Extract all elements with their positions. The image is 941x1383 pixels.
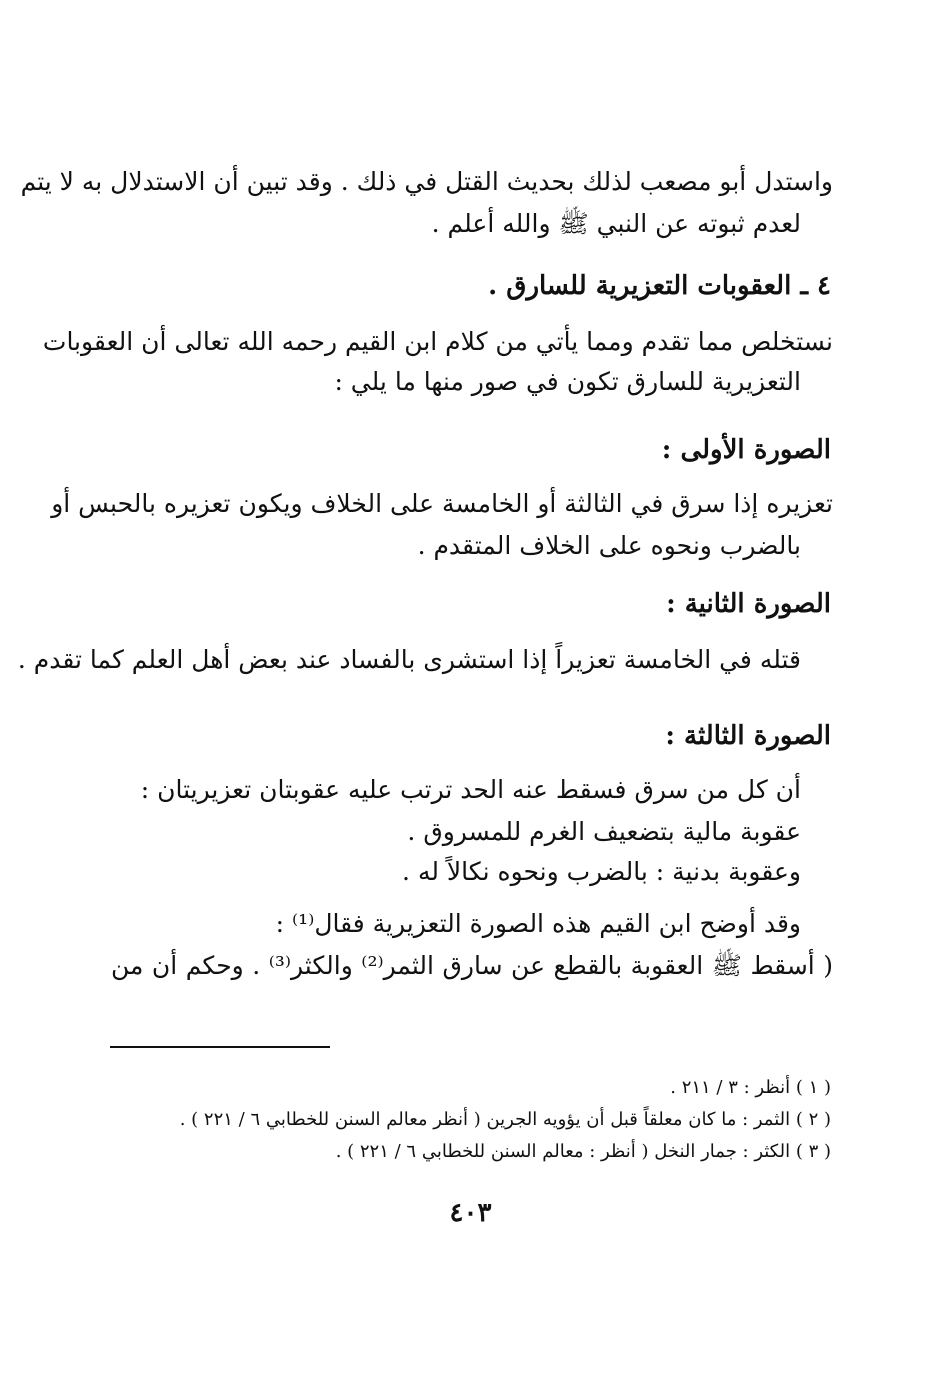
subsection-heading: الصورة الأولى : bbox=[661, 435, 831, 465]
footnote: ( ١ ) أنظر : ٣ / ٢١١ . bbox=[670, 1077, 831, 1098]
paragraph-line: بالضرب ونحوه على الخلاف المتقدم . bbox=[417, 531, 801, 560]
subsection-heading: الصورة الثالثة : bbox=[665, 721, 831, 751]
paragraph-line: قتله في الخامسة تعزيراً إذا استشرى بالفساد عند بعض أهل العلم كما تقدم . bbox=[17, 645, 801, 674]
paragraph-line: وعقوبة بدنية : بالضرب ونحوه نكالاً له . bbox=[402, 857, 801, 886]
paragraph-line: وقد أوضح ابن القيم هذه الصورة التعزيرية فقال⁽¹⁾ : bbox=[275, 909, 801, 938]
paragraph-line: عقوبة مالية بتضعيف الغرم للمسروق . bbox=[407, 817, 801, 846]
paragraph-line: نستخلص مما تقدم ومما يأتي من كلام ابن القيم رحمه الله تعالى أن العقوبات bbox=[42, 327, 833, 356]
paragraph-line: واستدل أبو مصعب لذلك بحديث القتل في ذلك . وقد تبين أن الاستدلال به لا يتم bbox=[20, 167, 833, 196]
paragraph-line: ( أسقط ﷺ العقوبة بالقطع عن سارق الثمر⁽²⁾ والكثر⁽³⁾ . وحكم أن من bbox=[111, 951, 833, 980]
footnote: ( ٢ ) الثمر : ما كان معلقاً قبل أن يؤويه الجرين ( أنظر معالم السنن للخطابي ٦ / ٢٢١ ) . bbox=[179, 1109, 831, 1130]
paragraph-line: لعدم ثبوته عن النبي ﷺ والله أعلم . bbox=[431, 209, 801, 238]
paragraph-line: التعزيرية للسارق تكون في صور منها ما يلي : bbox=[334, 367, 801, 396]
page-number: ٤٠٣ bbox=[449, 1198, 492, 1228]
footnote-separator bbox=[110, 1046, 330, 1048]
paragraph-line: أن كل من سرق فسقط عنه الحد ترتب عليه عقوبتان تعزيريتان : bbox=[140, 775, 801, 804]
subsection-heading: الصورة الثانية : bbox=[666, 589, 831, 619]
section-heading: ٤ ـ العقوبات التعزيرية للسارق . bbox=[488, 271, 831, 301]
footnote: ( ٣ ) الكثر : جمار النخل ( أنظر : معالم السنن للخطابي ٦ / ٢٢١ ) . bbox=[335, 1141, 831, 1162]
paragraph-line: تعزيره إذا سرق في الثالثة أو الخامسة على الخلاف ويكون تعزيره بالحبس أو bbox=[51, 489, 833, 518]
